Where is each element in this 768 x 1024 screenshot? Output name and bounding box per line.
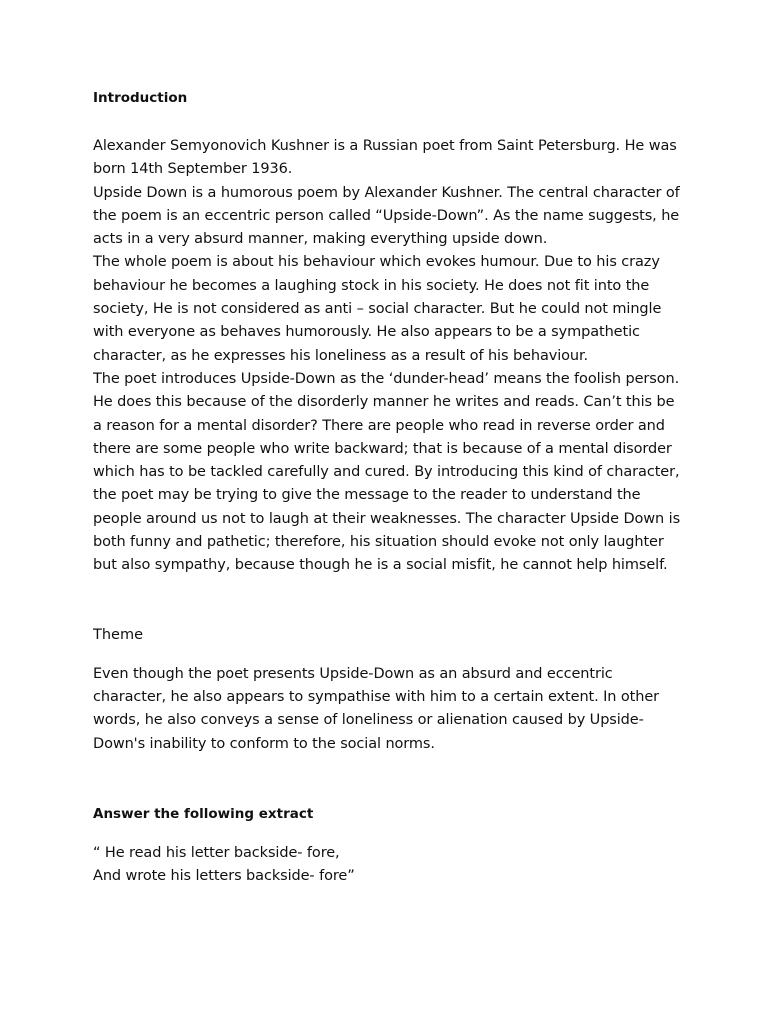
extract-line-1: “ He read his letter backside- fore, [93, 844, 340, 861]
intro-paragraph-bio: Alexander Semyonovich Kushner is a Russian poet from Saint Petersburg. He was born 14th September 1936. [93, 138, 677, 178]
intro-paragraph-behaviour: The whole poem is about his behaviour which evokes humour. Due to his crazy behaviour he becomes a laughing stock in his society. He does not fit into the society, He is not considered as anti – social character. But he could not mingle with everyone as behaves humorously. He also appears to be a sympathetic character, as he expresses his loneliness as a result of his behaviour. [93, 254, 662, 364]
theme-paragraph: Even though the poet presents Upside-Down as an absurd and eccentric character, he also appears to sympathise with him to a certain extent. In other words, he also conveys a sense of loneliness or alienation caused by Upside-Down's inability to conform to the social norms. [93, 665, 660, 752]
introduction-body [93, 135, 683, 578]
extract-quote [93, 842, 683, 889]
theme-body [93, 663, 683, 756]
intro-paragraph-analysis: The poet introduces Upside-Down as the ‘dunder-head’ means the foolish person. He does this because of the disorderly manner he writes and reads. Can’t this be a reason for a mental disorder? There are people who read in reverse order and there are some people who write backward; that is because of a mental disorder which has to be tackled carefully and cured. By introducing this kind of character, the poet may be trying to give the message to the reader to understand the people around us not to laugh at their weaknesses. The character Upside Down is both funny and pathetic; therefore, his situation should evoke not only laughter but also sympathy, because though he is a social misfit, he cannot help himself. [93, 370, 681, 574]
extract-heading: Answer the following extract [93, 805, 314, 822]
intro-paragraph-summary: Upside Down is a humorous poem by Alexander Kushner. The central character of the poem is an eccentric person called “Upside-Down”. As the name suggests, he acts in a very absurd manner, making everything upside down. [93, 184, 680, 248]
theme-heading: Theme [93, 626, 144, 643]
extract-line-2: And wrote his letters backside- fore” [93, 868, 355, 885]
introduction-heading: Introduction [93, 90, 188, 106]
document-page [93, 88, 683, 888]
